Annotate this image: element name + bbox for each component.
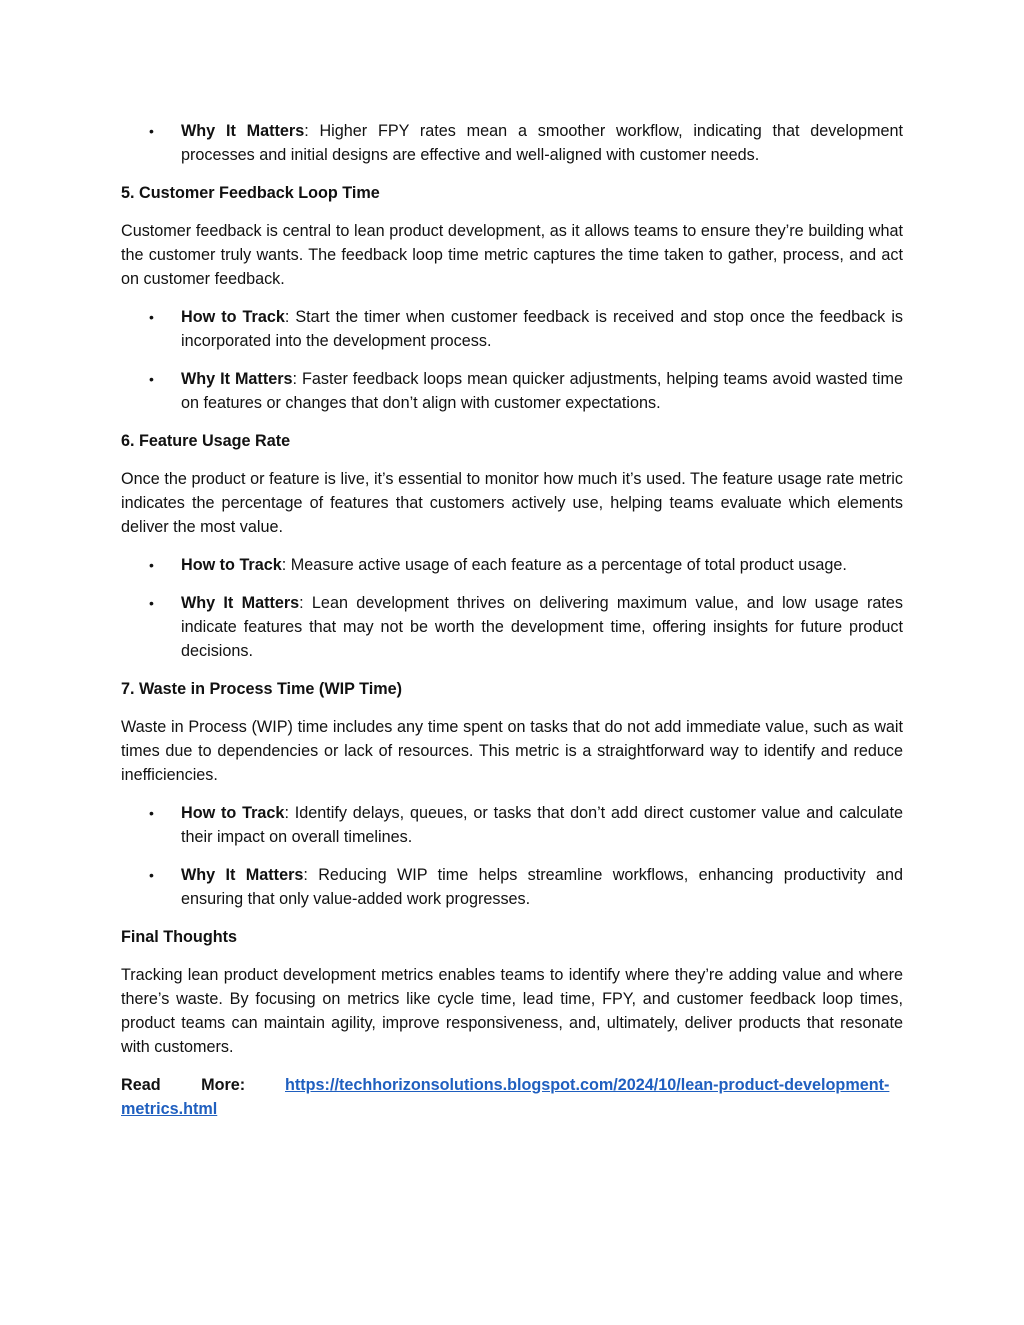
bullet-label: Why It Matters [181,122,305,140]
list-item [121,553,903,577]
section-paragraph: Waste in Process (WIP) time includes any time spent on tasks that do not add immediate value, such as wait times due to dependencies or lack of resources. This metric is a straightforward way to identify and reduce inefficiencies. [121,718,903,784]
bullet-label: Why It Matters [181,370,293,388]
read-more-link[interactable]: https://techhorizonsolutions.blogspot.com/2024/10/lean-product-development-metrics.html [121,1076,890,1118]
section-heading: 5. Customer Feedback Loop Time [121,184,380,202]
bullet-list [121,801,903,911]
bullet-icon: • [149,805,154,821]
final-thoughts-heading: Final Thoughts [121,928,237,946]
bullet-list [121,553,903,663]
top-bullet-list [121,119,903,167]
section-heading: 7. Waste in Process Time (WIP Time) [121,680,402,698]
bullet-text: : Lean development thrives on delivering maximum value, and low usage rates indicate features that may not be worth the development time, offering insights for future product decisions. [181,594,903,660]
bullet-label: How to Track [181,556,282,574]
section-paragraph: Once the product or feature is live, it’s essential to monitor how much it’s used. The feature usage rate metric indicates the percentage of features that customers actively use, helping teams evaluate which elements deliver the most value. [121,470,903,536]
bullet-text: : Faster feedback loops mean quicker adjustments, helping teams avoid wasted time on features or changes that don’t align with customer expectations. [181,370,903,412]
list-item [121,591,903,663]
bullet-label: How to Track [181,308,285,326]
section-heading: 6. Feature Usage Rate [121,432,291,450]
bullet-icon: • [149,123,154,139]
bullet-list [121,305,903,415]
final-thoughts-paragraph: Tracking lean product development metrics enables teams to identify where they’re adding value and where there’s waste. By focusing on metrics like cycle time, lead time, FPY, and customer feedback loop times, product teams can maintain agility, improve responsiveness, and, ultimately, deliver products that resonate with customers. [121,966,903,1056]
bullet-icon: • [149,595,154,611]
list-item [121,305,903,353]
bullet-text: : Start the timer when customer feedback is received and stop once the feedback is incorporated into the development process. [181,308,904,350]
list-item [121,367,903,415]
bullet-text: : Measure active usage of each feature as a percentage of total product usage. [281,556,847,574]
bullet-text: : Higher FPY rates mean a smoother workflow, indicating that development processes and initial designs are effective and well-aligned with customer needs. [181,122,903,164]
read-more-label: Read More: [121,1076,246,1094]
list-item [121,801,903,849]
bullet-icon: • [149,867,154,883]
list-item [121,119,903,167]
read-more-line [121,1073,903,1121]
document-page [121,119,903,1135]
bullet-label: Why It Matters [181,594,300,612]
bullet-label: Why It Matters [181,866,304,884]
bullet-icon: • [149,371,154,387]
bullet-text: : Reducing WIP time helps streamline workflows, enhancing productivity and ensuring that only value-added work progresses. [181,866,903,908]
bullet-icon: • [149,309,154,325]
bullet-text: : Identify delays, queues, or tasks that don’t add direct customer value and calculate their impact on overall timelines. [181,804,903,846]
bullet-label: How to Track [181,804,285,822]
bullet-icon: • [149,557,154,573]
list-item [121,863,903,911]
section-paragraph: Customer feedback is central to lean product development, as it allows teams to ensure they’re building what the customer truly wants. The feedback loop time metric captures the time taken to gather, process, and act on customer feedback. [121,222,903,288]
